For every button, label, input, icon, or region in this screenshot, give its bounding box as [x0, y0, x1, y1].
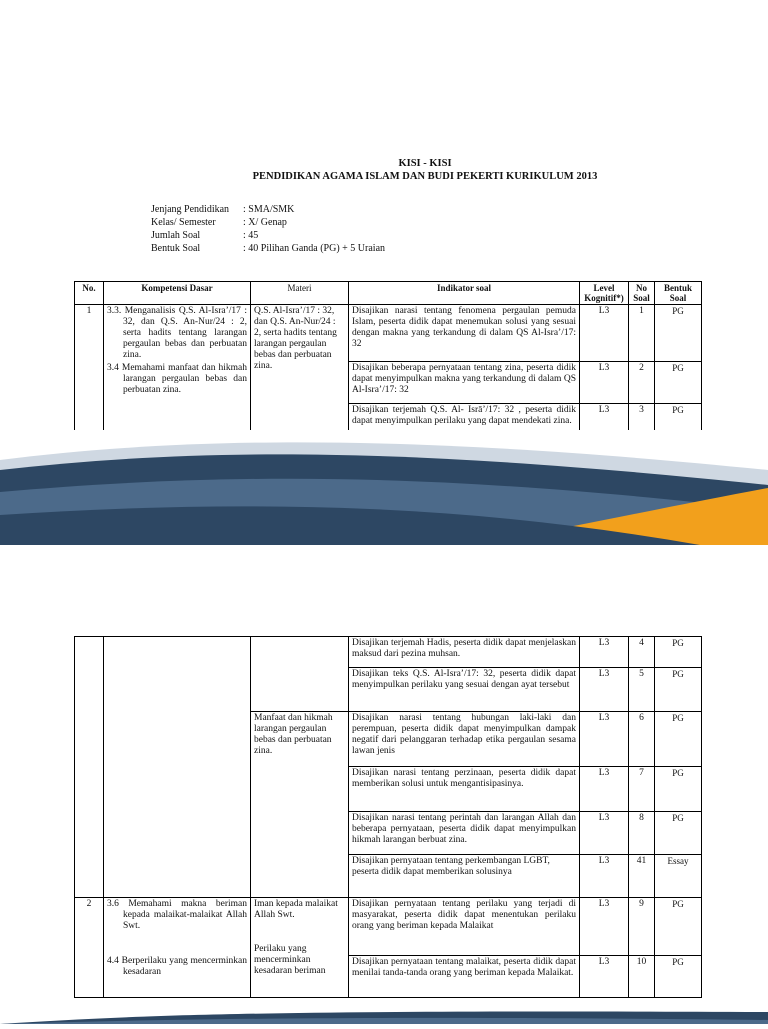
bentuk-soal-cell: PG [655, 305, 702, 362]
indikator-cell: Disajikan narasi tentang perzinaan, peserta didik dapat memberikan solusi untuk mengantisipasinya. [349, 767, 580, 812]
kisi-table-2 [74, 636, 702, 998]
col-header-materi: Materi [251, 282, 349, 305]
kd-item: 3.3. Menganalisis Q.S. Al-Isra’/17 : 32, dan Q.S. An-Nur/24 : 2, serta hadits tentang larangan pergaulan bebas dan perbuatan zina. [107, 306, 247, 360]
bentuk-soal-cell: PG [655, 898, 702, 956]
no-soal-cell: 4 [629, 637, 655, 668]
kd-item: 4.4 Berperilaku yang mencerminkan kesadaran [107, 956, 247, 977]
meta-label: Kelas/ Semester [151, 217, 216, 228]
document-subtitle: PENDIDIKAN AGAMA ISLAM DAN BUDI PEKERTI KURIKULUM 2013 [252, 171, 598, 182]
meta-row [151, 203, 385, 216]
indikator-cell: Disajikan pernyataan tentang perkembangan LGBT, peserta didik dapat memberikan solusinya [349, 855, 580, 898]
meta-value: : 40 Pilihan Ganda (PG) + 5 Uraian [243, 243, 386, 254]
indikator-cell: Disajikan terjemah Q.S. Al- Isrā’/17: 32 , peserta didik dapat menyimpulkan perilaku yang dapat mendekati zina. [349, 404, 580, 446]
no-soal-cell: 9 [629, 898, 655, 956]
bentuk-soal-cell: Essay [655, 855, 702, 898]
bentuk-soal-cell: PG [655, 712, 702, 767]
table-row [75, 637, 702, 668]
level-cell: L3 [580, 362, 629, 404]
row-number [75, 637, 104, 898]
row-number: 2 [75, 898, 104, 998]
no-soal-cell: 41 [629, 855, 655, 898]
materi-item: Perilaku yang mencerminkan kesadaran beriman [254, 944, 326, 976]
bentuk-soal-cell: PG [655, 404, 702, 446]
document-page-2 [0, 545, 768, 1024]
level-cell: L3 [580, 956, 629, 998]
indikator-cell: Disajikan narasi tentang hubungan laki-laki dan perempuan, peserta didik dapat menyimpulkan dampak negatif dari pelanggaran terhadap etika pergaulan sesama lawan jenis [349, 712, 580, 767]
materi-cell: Manfaat dan hikmah larangan pergaulan bebas dan perbuatan zina. [251, 712, 349, 898]
table-row [75, 305, 702, 362]
level-cell: L3 [580, 305, 629, 362]
no-soal-cell: 3 [629, 404, 655, 446]
col-header-kd: Kompetensi Dasar [104, 282, 251, 305]
kompetensi-dasar-cell [104, 637, 251, 898]
table-header-row [75, 282, 702, 305]
indikator-cell: Disajikan teks Q.S. Al-Isra’/17: 32, peserta didik dapat menyimpulkan perilaku yang sesuai dengan ayat tersebut [349, 668, 580, 712]
col-header-indikator: Indikator soal [349, 282, 580, 305]
kisi-table-1 [74, 281, 702, 446]
meta-value: : SMA/SMK [243, 204, 295, 215]
meta-row [151, 216, 385, 229]
kd-item: 3.6 Memahami makna beriman kepada malaikat-malaikat Allah Swt. [107, 899, 247, 931]
kompetensi-dasar-cell [104, 898, 251, 998]
document-title: KISI - KISI [398, 158, 452, 169]
level-cell: L3 [580, 767, 629, 812]
bentuk-soal-cell: PG [655, 362, 702, 404]
no-soal-cell: 6 [629, 712, 655, 767]
meta-label: Jenjang Pendidikan [151, 204, 230, 215]
bentuk-soal-cell: PG [655, 956, 702, 998]
indikator-cell: Disajikan beberapa pernyataan tentang zina, peserta didik dapat menyimpulkan makna yang terkandung di dalam QS Al-Isra’/17: 32 [349, 362, 580, 404]
indikator-cell: Disajikan terjemah Hadis, peserta didik dapat menjelaskan maksud dari pezina muhsan. [349, 637, 580, 668]
materi-cell [251, 637, 349, 712]
kd-item: 3.4 Memahami manfaat dan hikmah larangan pergaulan bebas dan perbuatan zina. [107, 363, 247, 395]
materi-cell [251, 898, 349, 998]
no-soal-cell: 1 [629, 305, 655, 362]
meta-label: Bentuk Soal [151, 243, 201, 254]
kompetensi-dasar-cell [104, 305, 251, 446]
meta-row [151, 242, 385, 255]
bentuk-soal-cell: PG [655, 637, 702, 668]
level-cell: L3 [580, 855, 629, 898]
no-soal-cell: 2 [629, 362, 655, 404]
no-soal-cell: 10 [629, 956, 655, 998]
indikator-cell: Disajikan pernyataan tentang perilaku yang terjadi di masyarakat, peserta didik dapat menentukan perilaku orang yang beriman kepada Malaikat [349, 898, 580, 956]
indikator-cell: Disajikan pernyataan tentang malaikat, peserta didik dapat menilai tanda-tanda orang yang beriman kepada Malaikat. [349, 956, 580, 998]
no-soal-cell: 8 [629, 812, 655, 855]
meta-block [151, 203, 385, 255]
table-row [75, 898, 702, 956]
col-header-bentuk: Bentuk Soal [655, 282, 702, 305]
row-number: 1 [75, 305, 104, 446]
materi-cell: Q.S. Al-Isra’/17 : 32, dan Q.S. An-Nur/24 : 2, serta hadits tentang larangan pergaulan bebas dan perbuatan zina. [251, 305, 349, 446]
level-cell: L3 [580, 898, 629, 956]
materi-item: Iman kepada malaikat Allah Swt. [254, 899, 338, 920]
col-header-no-soal: No Soal [629, 282, 655, 305]
level-cell: L3 [580, 404, 629, 446]
no-soal-cell: 5 [629, 668, 655, 712]
document-page-1 [0, 0, 768, 470]
bottom-wave-band [0, 1008, 768, 1024]
meta-row [151, 229, 385, 242]
level-cell: L3 [580, 812, 629, 855]
indikator-cell: Disajikan narasi tentang perintah dan larangan Allah dan beberapa pernyataan, peserta didik dapat menyimpulkan hikmah larangan berbuat zina. [349, 812, 580, 855]
bentuk-soal-cell: PG [655, 668, 702, 712]
level-cell: L3 [580, 668, 629, 712]
bentuk-soal-cell: PG [655, 767, 702, 812]
level-cell: L3 [580, 637, 629, 668]
col-header-no: No. [75, 282, 104, 305]
indikator-cell: Disajikan narasi tentang fenomena pergaulan pemuda Islam, peserta didik dapat menemukan solusi yang sesuai dengan makna yang terkandung di dalam QS Al-Isra’/17: 32 [349, 305, 580, 362]
meta-value: : 45 [243, 230, 259, 241]
col-header-level: Level Kognitif*) [580, 282, 629, 305]
bentuk-soal-cell: PG [655, 812, 702, 855]
no-soal-cell: 7 [629, 767, 655, 812]
meta-label: Jumlah Soal [151, 230, 201, 241]
page-separator-band [0, 430, 768, 545]
meta-value: : X/ Genap [243, 217, 287, 228]
level-cell: L3 [580, 712, 629, 767]
